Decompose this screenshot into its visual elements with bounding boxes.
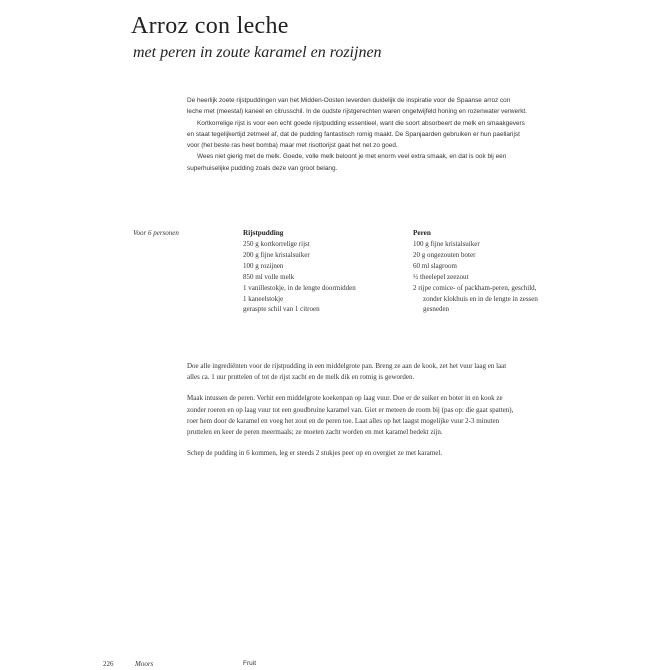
- method-step: Schep de pudding in 6 kommen, leg er steeds 2 stukjes peer op en overgiet ze met karamel.: [187, 449, 443, 458]
- pudding-ingredient-list: [243, 239, 393, 315]
- ingredient-item: 100 g fijne kristalsuiker: [413, 240, 480, 248]
- ingredient-item: 100 g rozijnen: [243, 261, 284, 270]
- method-step: Maak intussen de peren. Verhit een middelgrote koekenpan op laag vuur. Doe er de suiker en boter in en kook ze zonder roeren en op laag vuur tot een goudbruine karamel van. Giet er meteen de room bij (pas op: die gaat spatten), roer hem door de karamel en voeg het zout en de peren toe. Laat alles op het laagst mogelijke vuur 2-3 minuten pruttelen en keer de peren meermaals; ze moeten zacht worden en met karamel bedekt zijn.: [187, 394, 514, 437]
- intro-paragraph: Kortkorrelige rijst is voor een echt goede rijstpudding essentieel, want die soort absorbeert de melk en smaakgevers en staat tegelijkertijd zetmeel af, dat de pudding fantastisch romig maakt. De Spanjaarden gebruiken er hun paellarijst voor (het beste ras heet bomba) maar met risottorijst gaat het net zo goed.: [187, 119, 525, 150]
- pudding-ingredients: [243, 228, 393, 315]
- ingredient-item: 20 g ongezouten boter: [413, 250, 476, 259]
- ingredient-item: 250 g kortkorrelige rijst: [243, 240, 310, 248]
- ingredient-item: geraspte schil van 1 citroen: [243, 305, 320, 314]
- ingredient-item: 60 ml slagroom: [413, 261, 457, 270]
- pears-ingredients: [413, 228, 553, 315]
- chapter-name: Fruit: [243, 660, 256, 667]
- pears-heading: Peren: [413, 229, 431, 237]
- ingredient-item: ½ theelepel zeezout: [413, 272, 469, 281]
- intro-text: [187, 95, 527, 174]
- method-step: Doe alle ingrediënten voor de rijstpudding in een middelgrote pan. Breng ze aan de kook, zet het vuur laag en laat alles ca. 1 uur pruttelen of tot de rijst zacht en de melk dik en romig is geworden.: [187, 362, 507, 382]
- intro-paragraph: De heerlijk zoete rijstpuddingen van het Midden-Oosten leverden duidelijk de inspiratie voor de Spaanse arroz con leche met (meestal) kaneel en citrusschil. In de oudste rijstgerechten waren ongetwijfeld honing en rozenwater verwerkt.: [187, 97, 527, 116]
- recipe-subtitle: met peren in zoute karamel en rozijnen: [133, 44, 382, 61]
- ingredient-item: 1 vanillestokje, in de lengte doormidden: [243, 283, 356, 292]
- servings-label: Voor 6 personen: [133, 229, 179, 237]
- ingredient-item: 850 ml volle melk: [243, 272, 295, 281]
- section-name: Moors: [135, 660, 154, 668]
- pears-ingredient-list: [413, 239, 553, 315]
- method-text: [187, 361, 517, 469]
- pudding-heading: Rijstpudding: [243, 229, 284, 237]
- ingredient-item: 2 rijpe comice- of packham-peren, geschild, zonder klokhuis en in de lengte in zessen gesneden: [413, 283, 538, 314]
- ingredient-item: 200 g fijne kristalsuiker: [243, 250, 310, 259]
- ingredient-item: 1 kaneelstokje: [243, 294, 284, 303]
- intro-paragraph: Wees niet gierig met de melk. Goede, volle melk beloont je met enorm veel extra smaak, en dat is ook bij een superhuiselijke pudding zoals deze van groot belang.: [187, 153, 507, 172]
- page-number: 226: [103, 660, 114, 668]
- recipe-title: Arroz con leche: [131, 13, 289, 39]
